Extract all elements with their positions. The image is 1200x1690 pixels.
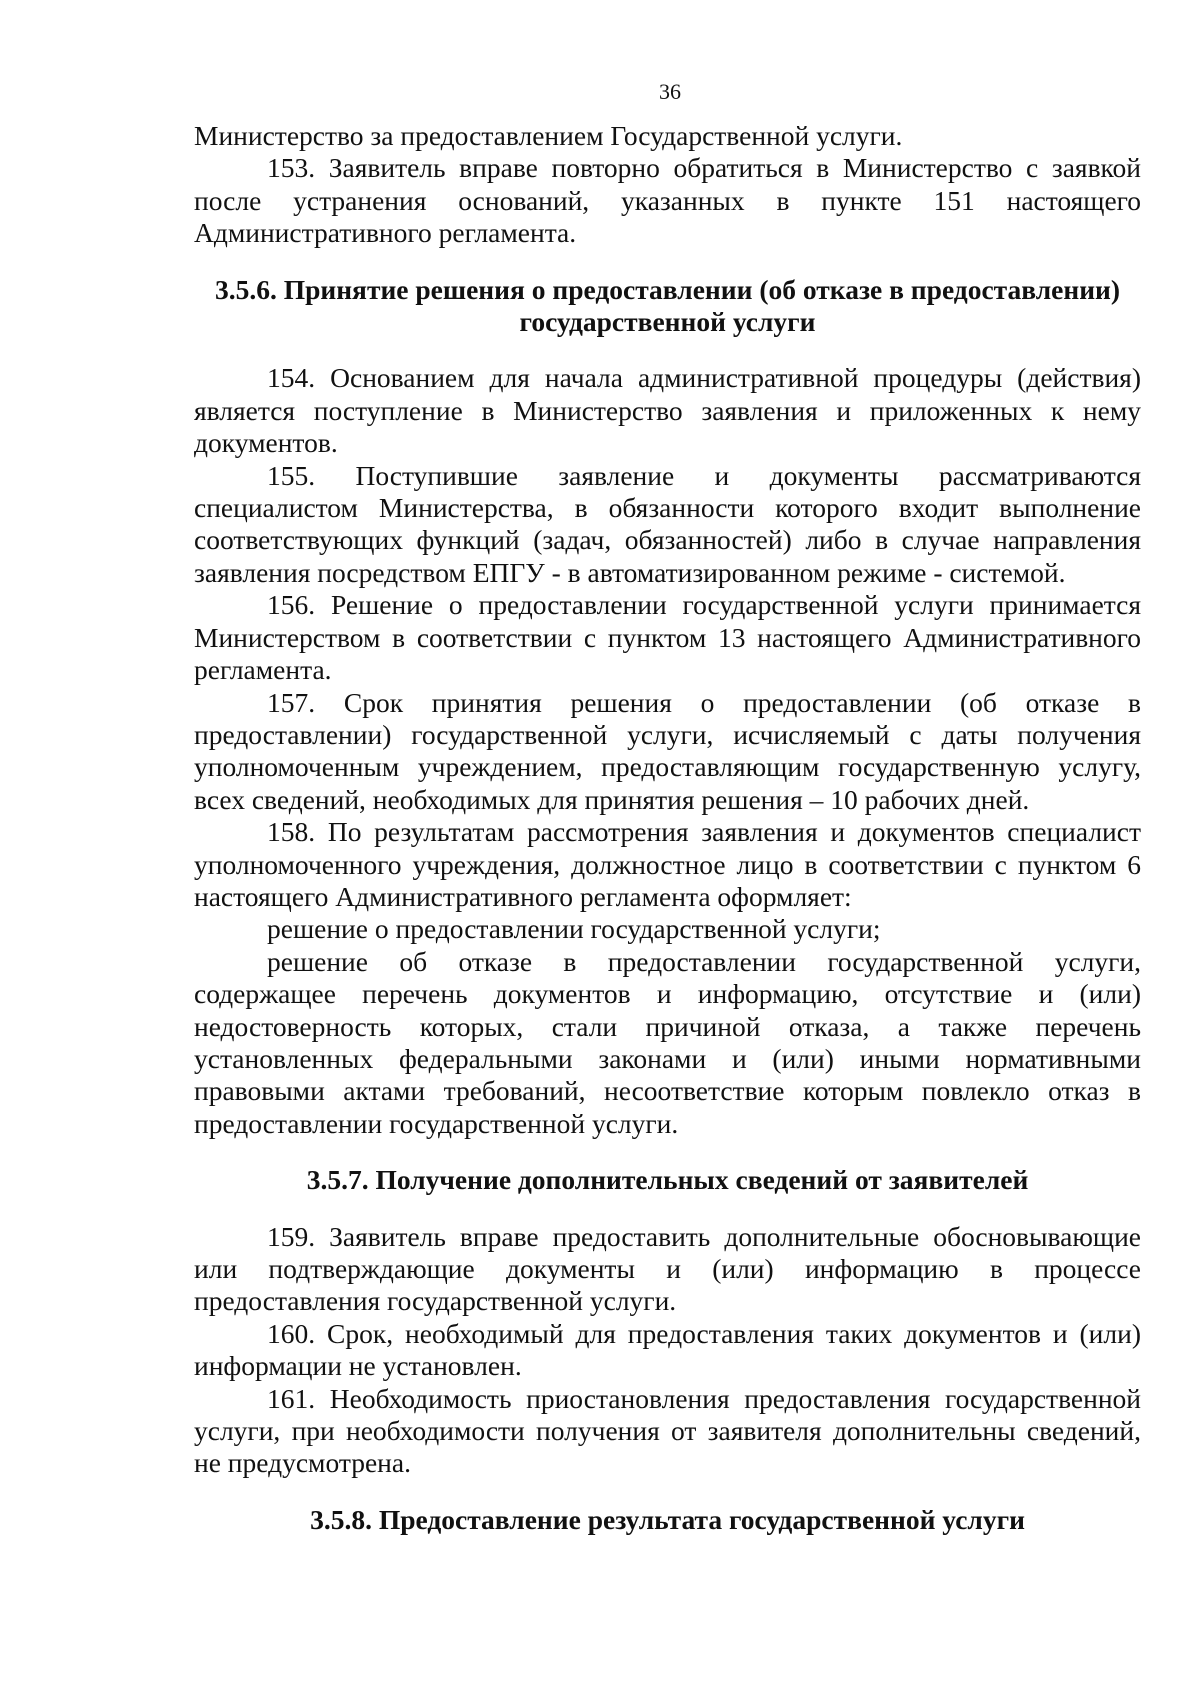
document-body [194, 120, 1141, 1536]
paragraph: 160. Срок, необходимый для предоставления таких документов и (или) информации не установлен. [194, 1317, 1141, 1382]
paragraph: Министерство за предоставлением Государственной услуги. [194, 120, 903, 151]
section-heading: 3.5.6. Принятие решения о предоставлении (об отказе в предоставлении) государственной услуги [214, 273, 1121, 338]
spacer [194, 1480, 1141, 1504]
paragraph: решение об отказе в предоставлении государственной услуги, содержащее перечень документов и информацию, отсутствие и (или) недостоверность которых, стали причиной отказа, а также перечень установленных федеральными законами и (или) иными нормативными правовыми актами требований, несоответствие которым повлекло отказ в предоставлении государственной услуги. [194, 945, 1141, 1139]
paragraph: 161. Необходимость приостановления предоставления государственной услуги, при необходимости получения от заявителя дополнительны сведений, не предусмотрена. [194, 1382, 1141, 1479]
page-number: 36 [659, 79, 681, 104]
paragraph: 159. Заявитель вправе предоставить дополнительные обосновывающие или подтверждающие документы и (или) информацию в процессе предоставления государственной услуги. [194, 1220, 1141, 1317]
paragraph: 157. Срок принятия решения о предоставлении (об отказе в предоставлении) государственной услуги, исчисляемый с даты получения уполномоченным учреждением, предоставляющим государственную услугу, всех сведений, необходимых для принятия решения – 10 рабочих дней. [194, 686, 1141, 815]
paragraph: 153. Заявитель вправе повторно обратиться в Министерство с заявкой после устранения оснований, указанных в пункте 151 настоящего Административного регламента. [194, 152, 1141, 249]
paragraph: 154. Основанием для начала административной процедуры (действия) является поступление в Министерство заявления и приложенных к нему документов. [194, 362, 1141, 459]
spacer [194, 1140, 1141, 1164]
paragraph: 155. Поступившие заявление и документы рассматриваются специалистом Министерства, в обязанности которого входит выполнение соответствующих функций (задач, обязанностей) либо в случае направления заявления посредством ЕПГУ - в автоматизированном режиме - системой. [194, 459, 1141, 588]
section-heading: 3.5.8. Предоставление результата государственной услуги [310, 1503, 1025, 1535]
paragraph: 158. По результатам рассмотрения заявления и документов специалист уполномоченного учреждения, должностное лицо в соответствии с пунктом 6 настоящего Административного регламента оформляет: [194, 816, 1141, 912]
spacer [194, 338, 1141, 362]
spacer [194, 1197, 1141, 1221]
paragraph: решение о предоставлении государственной услуги; [267, 913, 881, 945]
paragraph: 156. Решение о предоставлении государственной услуги принимается Министерством в соответствии с пунктом 13 настоящего Административного регламента. [194, 589, 1141, 686]
spacer [194, 250, 1141, 274]
section-heading: 3.5.7. Получение дополнительных сведений от заявителей [306, 1164, 1029, 1196]
